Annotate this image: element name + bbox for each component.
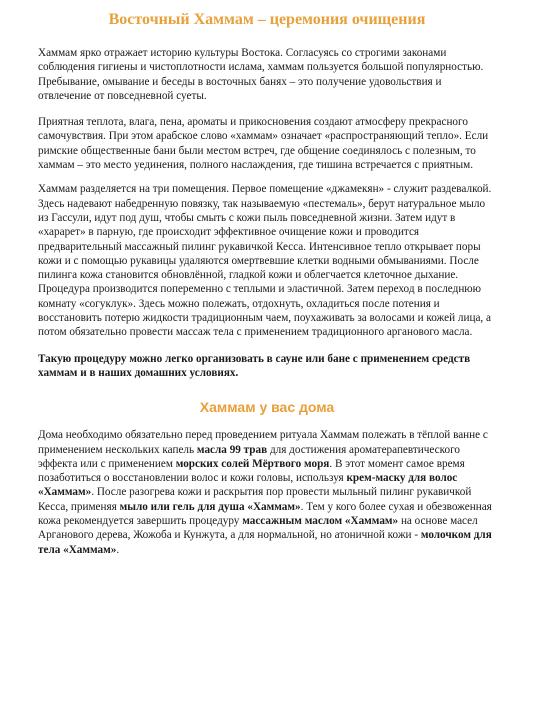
product-dead-sea-salts: морских солей Мёртвого моря (175, 457, 330, 470)
home-text-2: для достижения ароматерапевтического эффекта или с применением (38, 443, 460, 470)
home-text-1: Дома необходимо обязательно перед проведением ритуала Хаммам полежать в тёплой ванне с применением нескольких капель (38, 429, 488, 456)
home-text-7: . (116, 543, 120, 556)
product-hair-mask: крем-маску для волос «Хаммам» (38, 472, 458, 499)
product-body-milk: молочком для тела «Хаммам» (38, 529, 492, 556)
home-text-4: . После разогрева кожи и раскрытия пор провести мыльный пилинг рукавичкой Кесса, применяя (38, 486, 472, 513)
home-text-5: . Тем у кого более сухая и обезвоженная кожа рекомендуется завершить процедуру (38, 500, 492, 528)
product-soap-gel: мыло или гель для душа «Хаммам» (119, 500, 301, 513)
atmosphere-paragraph: Приятная теплота, влага, пена, ароматы и прикосновения создают атмосферу прекрасного самочувствия. При этом арабское слово «хаммам» означает «распространяющий тепло». Если римские общественные бани были местом встреч, где общение соединялось с полезным, то хаммам – это место уединения, полного наслаждения, где тишина встречается с приятным. (38, 116, 489, 172)
home-text-6: на основе масел Арганового дерева, Жожоба и Кунжута, а для нормальной, но атоничной кожи - (38, 515, 478, 542)
product-massage-oil: массажным маслом «Хаммам» (242, 515, 399, 528)
intro-paragraph: Хаммам ярко отражает историю культуры Востока. Согласуясь со строгими законами соблюдения гигиены и чистоплотности ислама, хаммам пользуется большой популярностью. Пребывание, омывание и беседы в восточных банях – это получение удовольствия и отвлечение от повседневной суеты. (38, 47, 484, 102)
product-99-herbs-oil: масла 99 трав (196, 443, 268, 456)
document-title: Восточный Хаммам – церемония очищения (108, 11, 426, 28)
section-subtitle: Хаммам у вас дома (199, 399, 335, 416)
home-paragraph (38, 428, 496, 557)
home-text-3: . В этот момент самое время позаботиться о восстановлении волос и кожи головы, используя (38, 457, 465, 485)
conclusion-paragraph: Такую процедуру можно легко организовать в сауне или бане с применением средств хаммам и в наших домашних условиях. (38, 352, 471, 379)
rooms-paragraph: Хаммам разделяется на три помещения. Первое помещение «джамекян» - служит раздевалкой. Здесь надевают набедренную повязку, так называемую «пестемаль», берут натуральное мыло из Гассули, идут под душ, чтобы смыть с кожи пыль повседневной жизни. Затем идут в «харарет» в парную, где происходит эффективное очищение кожи и проводится предварительный массажный пилинг рукавичкой Кесса. Интенсивное тепло открывает поры кожи и с помощью рукавицы удаляются омертвевшие клетки водными обмываниями. После пилинга кожа становится обновлённой, гладкой кожи и облегчается клеточное дыхание. Процедура производится попеременно с теплыми и эластичной. Затем переход в последнюю комнату «согуклук». Здесь можно полежать, отдохнуть, охладиться после потения и восстановить потерю жидкости традиционным чаем, поухаживать за волосами и кожей лица, а потом обязательно провести массаж тела с применением традиционного арганового масла. (38, 183, 492, 339)
